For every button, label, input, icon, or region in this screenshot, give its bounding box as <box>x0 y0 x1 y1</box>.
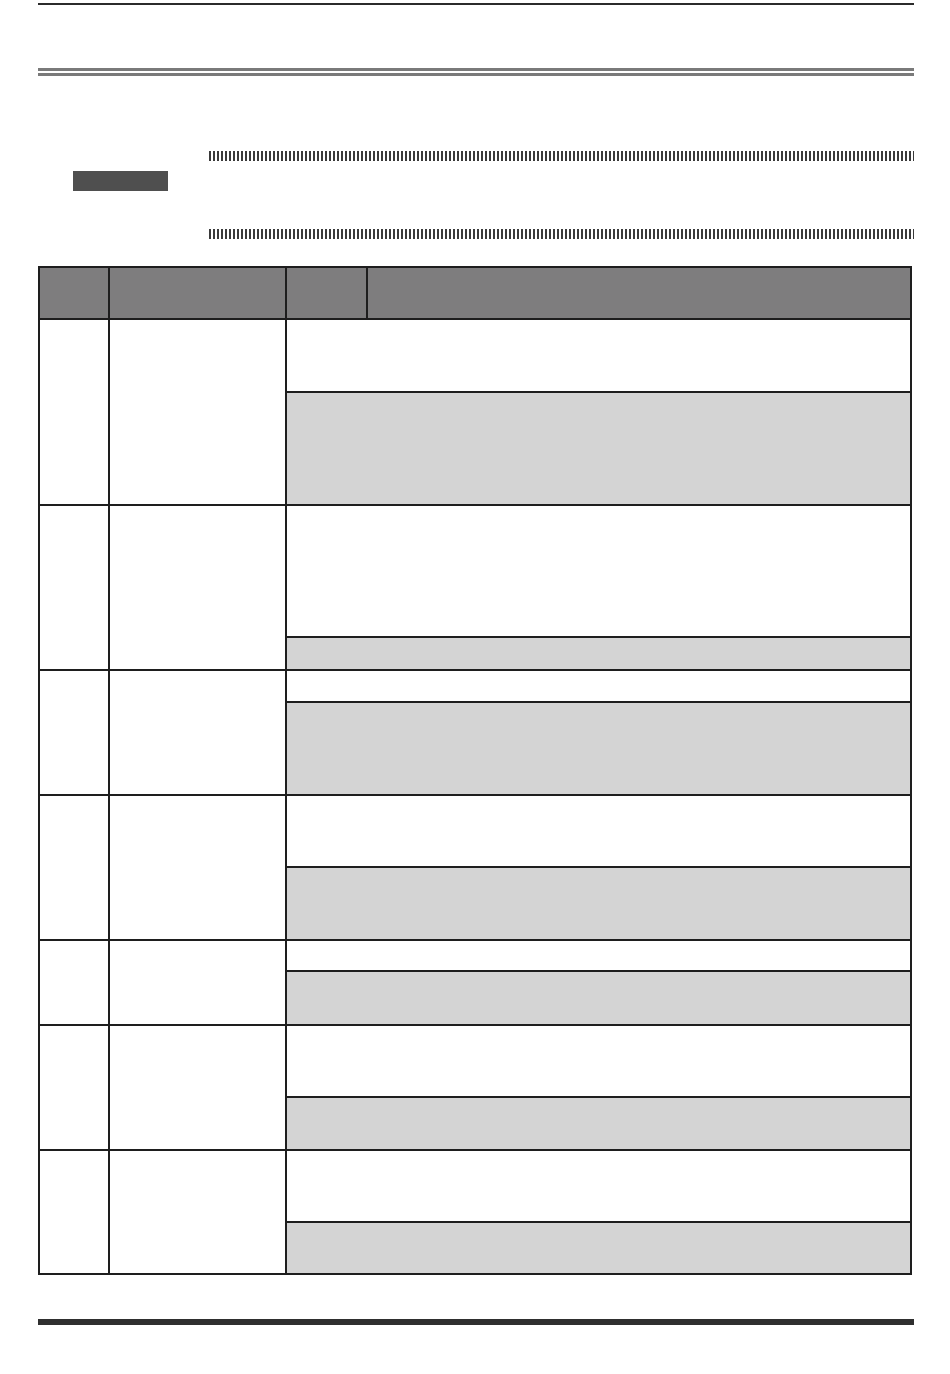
header-separator <box>108 268 110 318</box>
row-divider <box>285 866 910 868</box>
table-row <box>287 940 910 971</box>
section-tag <box>73 171 168 191</box>
table-row <box>287 1222 910 1273</box>
table-row <box>287 702 910 795</box>
table-row <box>287 1025 910 1097</box>
top-rule <box>38 3 914 5</box>
note-hatch-bottom <box>209 229 914 239</box>
table-row <box>287 320 910 392</box>
row-divider <box>285 391 910 393</box>
row-divider <box>285 1221 910 1223</box>
table-row <box>287 867 910 940</box>
data-table <box>38 266 912 1275</box>
table-row <box>287 392 910 505</box>
footer-rule <box>38 1319 914 1325</box>
table-row <box>287 670 910 702</box>
table-row <box>287 637 910 670</box>
row-divider <box>285 970 910 972</box>
note-hatch-top <box>209 151 914 161</box>
table-header <box>40 268 910 320</box>
table-row <box>287 1097 910 1150</box>
table-row <box>287 971 910 1025</box>
column-separator <box>285 320 287 1273</box>
header-separator <box>285 268 287 318</box>
row-divider <box>285 701 910 703</box>
row-divider <box>285 1096 910 1098</box>
header-separator <box>366 268 368 318</box>
table-row <box>287 795 910 867</box>
table-row <box>287 505 910 637</box>
table-row <box>287 1150 910 1222</box>
row-divider <box>285 636 910 638</box>
title-double-rule <box>38 68 914 76</box>
column-separator <box>108 320 110 1273</box>
